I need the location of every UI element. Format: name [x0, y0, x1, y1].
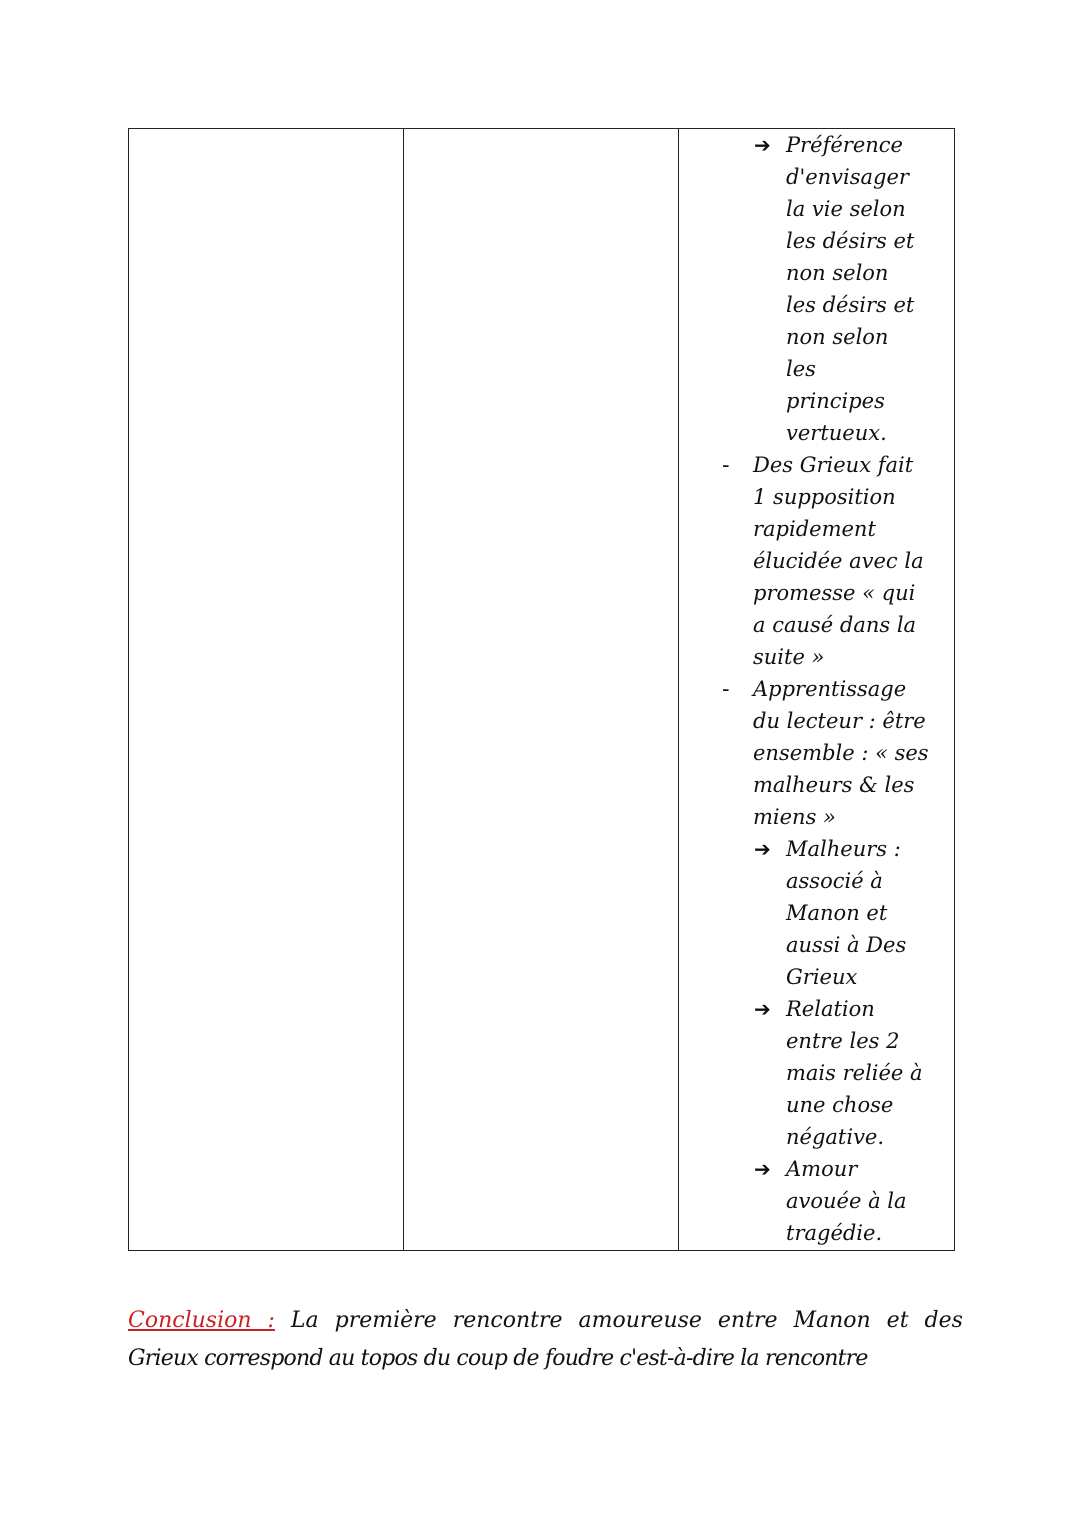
item-text: tragédie.	[786, 1221, 883, 1245]
arrow-right-icon: ➔	[754, 133, 771, 157]
list-item	[679, 449, 954, 673]
list-item	[679, 833, 954, 993]
item-text: mais reliée à	[786, 1061, 923, 1085]
dash-bullet-icon: -	[722, 453, 730, 477]
analysis-table	[128, 128, 955, 1251]
item-text: élucidée avec la	[753, 549, 924, 573]
item-text: vertueux.	[786, 421, 887, 445]
item-text: suite »	[753, 645, 825, 669]
conclusion-text: La première rencontre amoureuse entre Manon et des	[274, 1308, 963, 1333]
arrow-right-icon: ➔	[754, 1157, 771, 1181]
item-text: aussi à Des	[786, 933, 907, 957]
item-text: une chose	[786, 1093, 894, 1117]
item-text: d'envisager	[786, 165, 909, 189]
item-text: miens »	[753, 805, 836, 829]
col3-content	[679, 129, 954, 1249]
item-text: entre les 2	[786, 1029, 900, 1053]
item-text: Malheurs :	[786, 837, 901, 861]
item-text: Manon et	[786, 901, 888, 925]
item-text: Amour	[786, 1157, 858, 1181]
item-text: associé à	[786, 869, 883, 893]
item-text: principes	[786, 389, 885, 413]
item-text: 1 supposition	[753, 485, 896, 509]
conclusion-label: Conclusion :	[128, 1308, 275, 1333]
list-item	[679, 673, 954, 833]
conclusion-line-2: Grieux correspond au topos du coup de foudre c'est-à-dire la rencontre	[128, 1346, 868, 1371]
item-text: promesse « qui	[753, 581, 916, 605]
item-text: non selon	[786, 325, 889, 349]
item-text: non selon	[786, 261, 889, 285]
item-text: du lecteur : être	[753, 709, 926, 733]
item-text: Relation	[786, 997, 875, 1021]
item-text: les désirs et	[786, 293, 915, 317]
table-cell-col1	[129, 129, 404, 1251]
arrow-right-icon: ➔	[754, 997, 771, 1021]
item-text: avouée à la	[786, 1189, 907, 1213]
conclusion-line-1	[128, 1302, 963, 1340]
dash-bullet-icon: -	[722, 677, 730, 701]
item-text: Des Grieux fait	[753, 453, 914, 477]
list-item	[679, 1153, 954, 1249]
item-text: Grieux	[786, 965, 858, 989]
item-text: la vie selon	[786, 197, 906, 221]
table-row	[129, 129, 955, 1251]
item-text: les	[786, 357, 816, 381]
item-text: ensemble : « ses	[753, 741, 929, 765]
item-text: malheurs & les	[753, 773, 915, 797]
item-text: Préférence	[786, 133, 903, 157]
table-cell-col3	[679, 129, 955, 1251]
item-text: les désirs et	[786, 229, 915, 253]
conclusion-paragraph	[128, 1302, 963, 1378]
item-text: négative.	[786, 1125, 885, 1149]
list-item	[679, 993, 954, 1153]
item-text: rapidement	[753, 517, 876, 541]
list-item	[679, 129, 954, 449]
item-text: Apprentissage	[753, 677, 907, 701]
item-text: a causé dans la	[753, 613, 917, 637]
table-cell-col2	[404, 129, 679, 1251]
arrow-right-icon: ➔	[754, 837, 771, 861]
